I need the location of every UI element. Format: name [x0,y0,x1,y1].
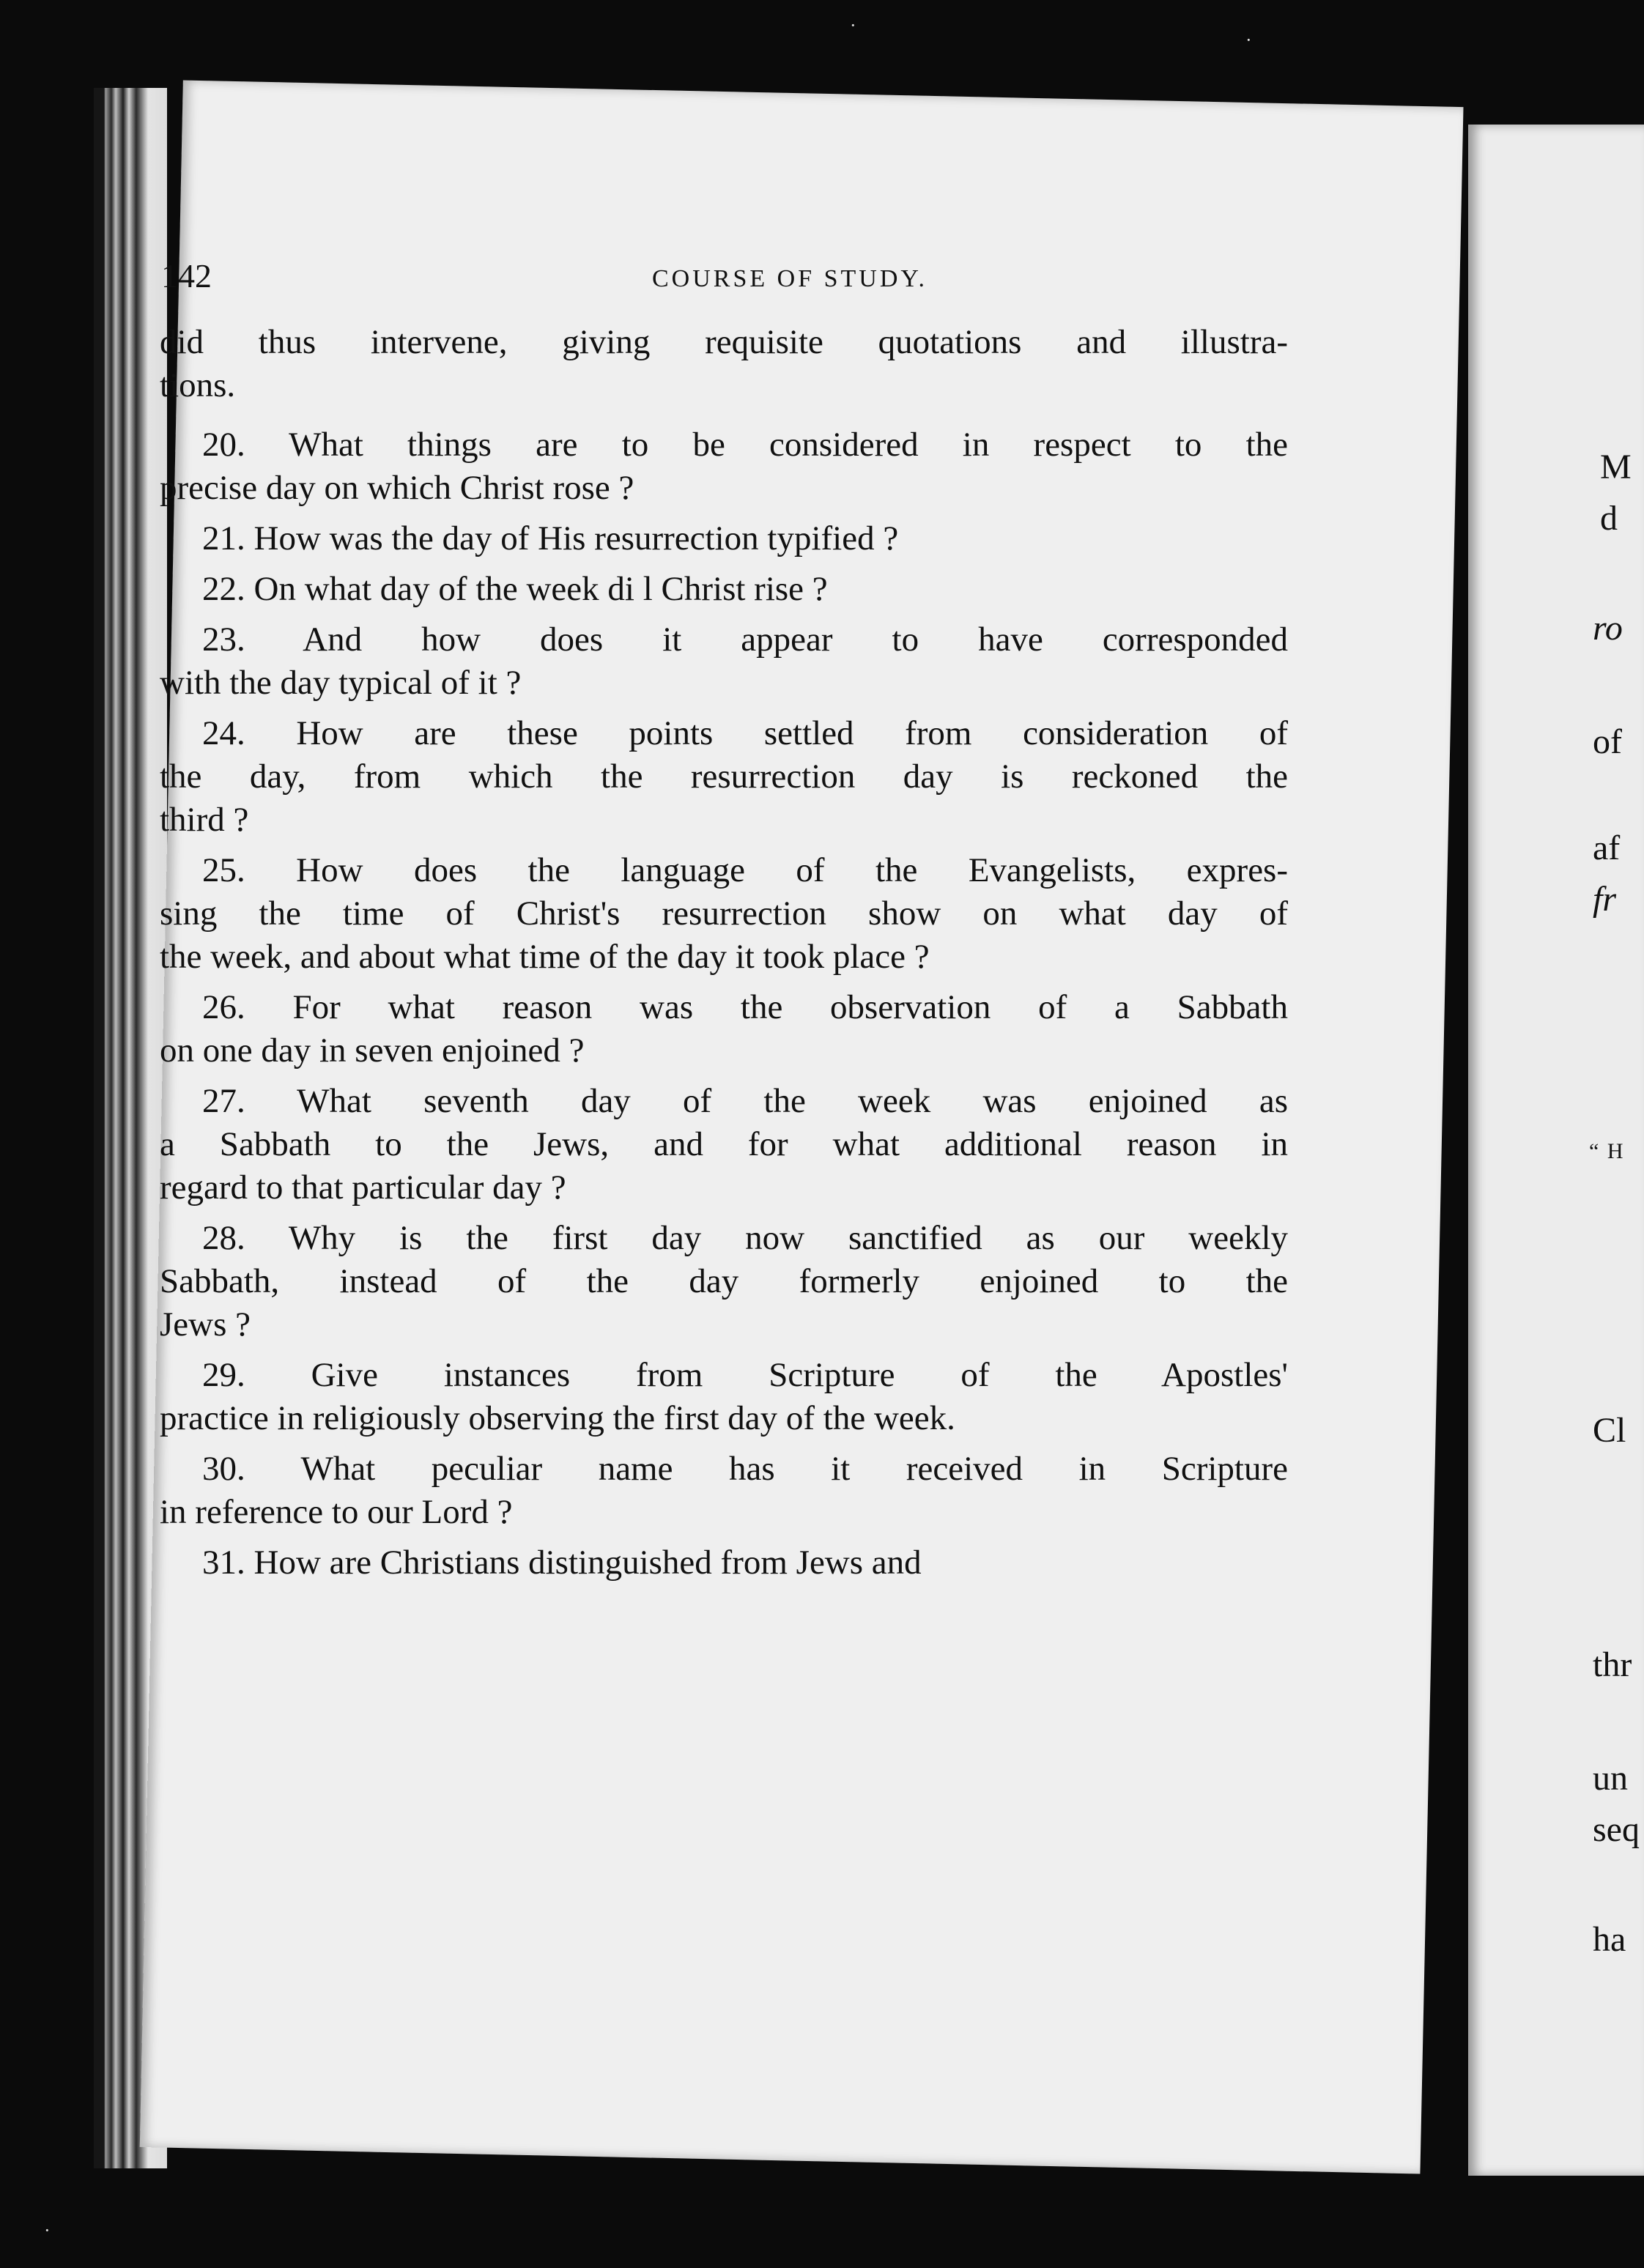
paragraph [160,618,1288,705]
paragraph [160,517,1288,560]
facing-fragment: thr [1593,1645,1632,1684]
paragraph [160,1541,1288,1585]
text-line: 24. How are these points settled from consideration of [202,714,1288,752]
text-line: 23. And how does it appear to have corresponded [202,620,1288,659]
text-line: regard to that particular day ? [160,1168,566,1207]
facing-fragment: of [1593,722,1622,761]
paragraph [160,986,1288,1072]
text-line: the week, and about what time of the day it took place ? [160,938,930,976]
text-line: 30. What peculiar name has it received in Scripture [202,1450,1288,1488]
text-line: a Sabbath to the Jews, and for what additional reason in [160,1125,1288,1163]
running-head: COURSE OF STUDY. [652,265,928,292]
paragraph [160,423,1288,510]
body-text [160,321,1288,1592]
text-line: with the day typical of it ? [160,664,522,702]
paragraph [160,568,1288,611]
paragraph [160,1217,1288,1346]
text-line: sing the time of Christ's resurrection show on what day of [160,894,1288,933]
text-line: Sabbath, instead of the day formerly enjoined to the [160,1262,1288,1300]
text-line: 25. How does the language of the Evangelists, expres- [202,851,1288,889]
text-line: 29. Give instances from Scripture of the Apostles' [202,1356,1288,1394]
text-line: 21. How was the day of His resurrection typified ? [202,519,899,557]
paragraph [160,1080,1288,1209]
page-header [161,256,1304,300]
text-line: 27. What seventh day of the week was enjoined as [202,1082,1288,1120]
facing-fragment: ro [1593,609,1623,648]
text-line: the day, from which the resurrection day is reckoned the [160,757,1288,796]
text-line: in reference to our Lord ? [160,1493,513,1531]
text-line: 20. What things are to be considered in respect to the [202,426,1288,464]
facing-fragment: un [1593,1759,1628,1798]
text-line: did thus intervene, giving requisite quotations and illustra- [160,323,1288,361]
scan-speck: · [850,15,856,36]
text-line: tions. [160,366,236,404]
facing-fragment: ha [1593,1920,1626,1959]
facing-fragment: “ H [1589,1139,1625,1163]
paragraph [160,321,1288,407]
facing-fragment: af [1593,829,1621,867]
paragraph [160,1354,1288,1440]
paragraph [160,1448,1288,1534]
facing-fragment: M [1600,448,1632,486]
text-line: third ? [160,801,249,839]
scan-speck: · [1245,29,1252,51]
text-line: 28. Why is the first day now sanctified as our weekly [202,1219,1288,1257]
paragraph [160,849,1288,979]
text-line: 22. On what day of the week di l Christ rise ? [202,570,828,608]
text-line: 31. How are Christians distinguished from Jews and [202,1544,922,1582]
facing-fragment: d [1600,499,1618,538]
facing-fragment: Cl [1593,1411,1626,1450]
scan-speck: · [44,2220,51,2241]
paragraph [160,712,1288,842]
facing-fragment: seq [1593,1810,1640,1849]
page-number: 142 [161,257,212,294]
text-line: practice in religiously observing the first day of the week. [160,1399,955,1437]
text-line: Jews ? [160,1305,251,1344]
facing-fragment: fr [1593,880,1617,919]
facing-page [1468,125,1644,2176]
text-line: on one day in seven enjoined ? [160,1031,585,1070]
text-line: 26. For what reason was the observation of a Sabbath [202,988,1288,1026]
text-line: precise day on which Christ rose ? [160,469,634,507]
